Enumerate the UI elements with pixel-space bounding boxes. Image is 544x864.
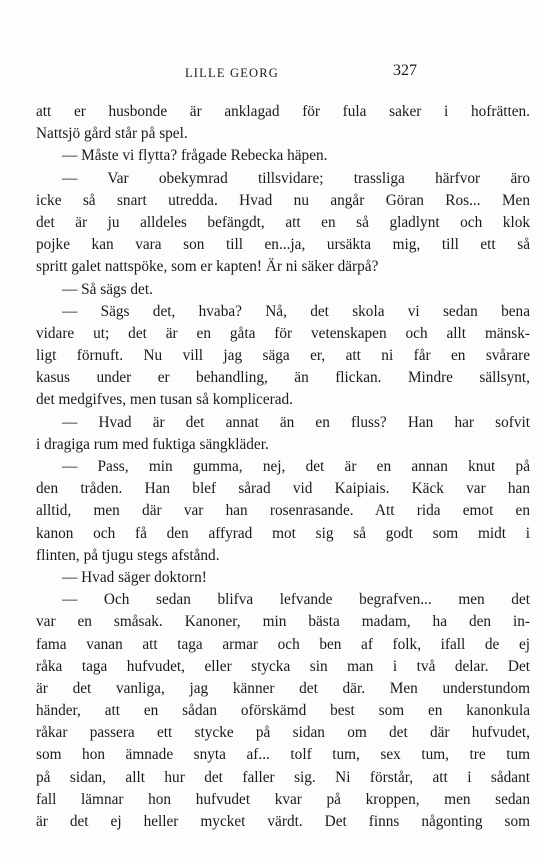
body-text [36, 101, 530, 833]
text-line: — Pass, min gumma, nej, det är en annan knut på [62, 458, 530, 475]
text-line: fama vanan att taga armar och ben af folk, ifall de ej [36, 635, 530, 653]
text-line: flinten, på tjugu stegs afstånd. [36, 546, 220, 564]
text-line: Nattsjö gård står på spel. [36, 125, 188, 143]
text-line: det är ju alldeles befängdt, att en så gladlynt och klok [36, 213, 530, 231]
text-line: fall lämnar hon hufvudet kvar på kroppen, men sedan [36, 790, 530, 808]
text-line: vidare ut; det är en gåta för vetenskapen och allt mänsk- [36, 324, 530, 342]
text-line: att er husbonde är anklagad för fula saker i hofrätten. [36, 103, 530, 120]
running-title: LILLE GEORG [184, 66, 280, 80]
text-line: — Var obekymrad tillsvidare; trassliga härfvor äro [62, 169, 530, 187]
text-line: kanon och få den affyrad mot sig så godt som midt i [36, 524, 530, 542]
text-line: på sidan, allt hur det faller sig. Ni förstår, att i sådant [36, 768, 530, 786]
text-line: är det vanliga, jag känner det där. Men understundom [36, 679, 530, 697]
text-line: var en småsak. Kanoner, min bästa madam, ha den in- [36, 613, 530, 631]
text-line: kasus under er behandling, än flickan. Mindre sällsynt, [36, 369, 530, 387]
text-line: icke så snart utredda. Hvad nu angår Göran Ros... Men [36, 191, 530, 209]
text-line: är det ej heller mycket värdt. Det finns någonting som [36, 813, 530, 830]
text-line: — Hvad säger doktorn! [62, 568, 207, 586]
text-line: händer, att en sådan oförskämd best som en kanonkula [36, 702, 530, 720]
text-line: råkar passera ett stycke på sidan om det där hufvudet, [36, 724, 530, 742]
text-line: — Hvad är det annat än en fluss? Han har sofvit [62, 413, 530, 431]
text-line: det medgifves, men tusan så komplicerad. [36, 391, 293, 409]
text-line: råka taga hufvudet, eller stycka sin man i två delar. Det [36, 657, 530, 675]
text-line: — Måste vi flytta? frågade Rebecka häpen. [62, 147, 328, 165]
text-line: i dragiga rum med fuktiga sängkläder. [36, 435, 269, 453]
text-line: ligt förnuft. Nu vill jag säga er, att ni får en svårare [36, 347, 530, 365]
text-line: som hon ämnade snyta af... tolf tum, sex tum, tre tum [36, 746, 530, 764]
text-line: spritt galet nattspöke, som er kapten! Är ni säker därpå? [36, 258, 379, 276]
text-line: — Sägs det, hvaba? Nå, det skola vi sedan bena [62, 302, 530, 320]
text-line: — Och sedan blifva lefvande begrafven... men det [62, 591, 530, 609]
text-line: pojke kan vara son till en...ja, ursäkta mig, till ett så [36, 236, 530, 254]
page-number: 327 [393, 62, 417, 79]
text-line: — Så sägs det. [62, 280, 153, 298]
text-line: den tråden. Han blef sårad vid Kaipiais. Käck var han [36, 480, 530, 498]
text-line: alltid, men där var han rosenrasande. Att rida emot en [36, 502, 530, 520]
